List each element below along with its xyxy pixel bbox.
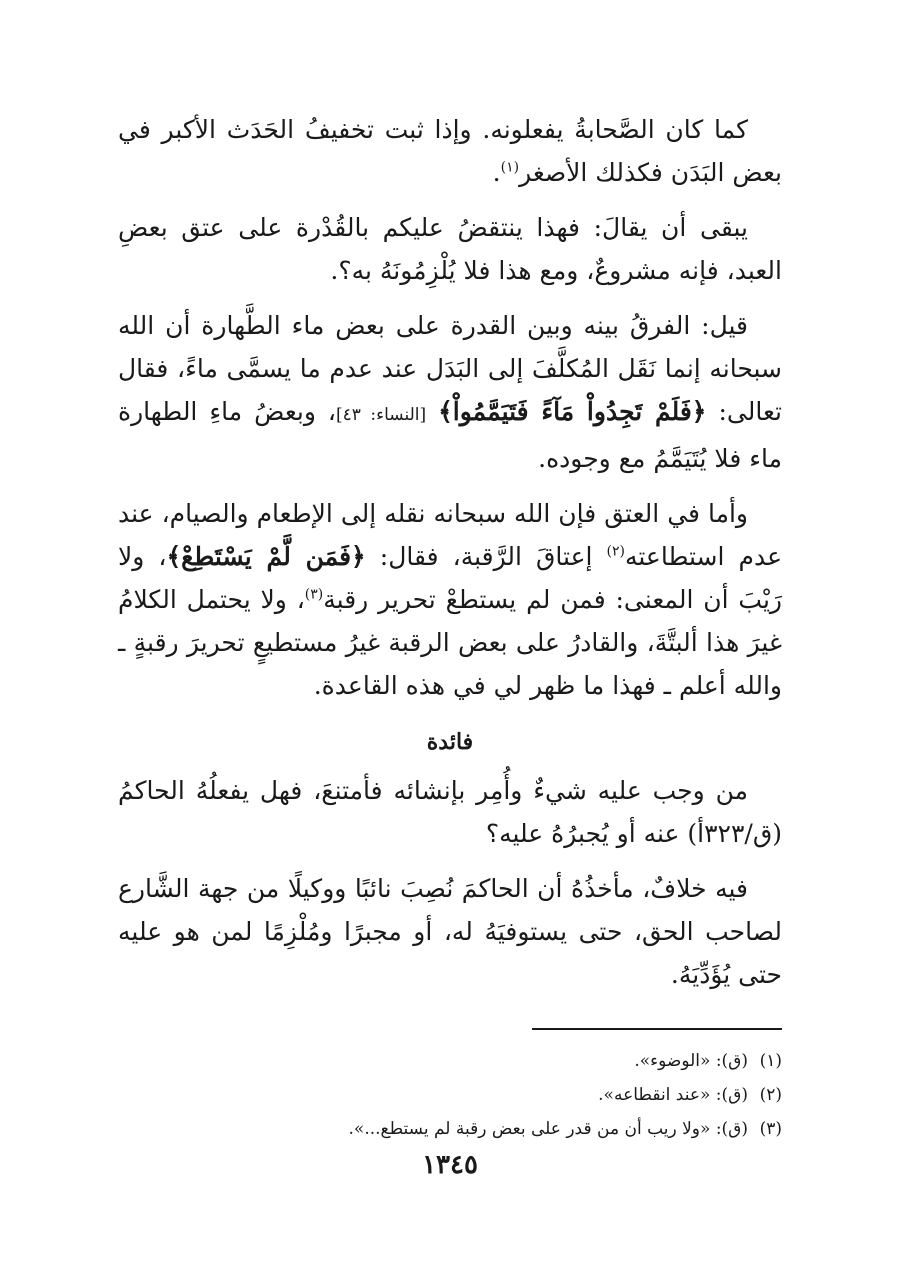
text-run: فيه خلافٌ، مأخذُهُ أن الحاكمَ نُصِبَ نائبًا ووكيلًا من جهة الشَّارع لصاحب الحق، حتى يستوفيَهُ له، أو مجبرًا ومُلْزِمًا لمن هو عليه حتى يُؤَدِّيَهُ.: [118, 874, 782, 989]
text-run: ، ولا رَيْبَ أن المعنى: فمن لم يستطعْ تحرير رقبة: [118, 542, 783, 614]
paragraph: [118, 769, 782, 855]
footnote-text: (ق): «ولا ريب أن من قدر على بعض رقبة لم يستطع...».: [348, 1119, 748, 1139]
footnotes: [118, 1044, 782, 1146]
footnote: [118, 1112, 782, 1146]
text-run: من وجب عليه شيءٌ وأُمِر بإنشائه فأمتنعَ، فهل يفعلُهُ الحاكمُ (ق/٣٢٣أ) عنه أو يُجبرُهُ عليه؟: [118, 776, 782, 848]
body-text: [118, 108, 782, 707]
footnote-marker: (١): [500, 159, 520, 176]
paragraph: [118, 206, 782, 292]
text-run: [426, 397, 438, 426]
body-text-2: [118, 769, 782, 996]
text-run: وأما في العتق فإن الله سبحانه نقله إلى الإطعام والصيام، عند عدم استطاعته: [118, 499, 782, 571]
footnote-separator: [532, 1028, 782, 1030]
page-number: ١٣٤٥: [422, 1150, 478, 1180]
paragraph: [118, 108, 782, 194]
footnote-number: (٣): [759, 1119, 782, 1139]
text-run: كما كان الصَّحابةُ يفعلونه. وإذا ثبت تخفيفُ الحَدَث الأكبر في بعض البَدَن فكذلك الأصغر: [118, 115, 782, 187]
text-run: ، وبعضُ ماءِ الطهارة ماء فلا يُتَيَمَّمُ مع وجوده.: [118, 397, 782, 473]
quran-quote: ﴿فَمَن لَّمْ يَسْتَطِعْ﴾: [166, 542, 366, 571]
quran-quote: ﴿فَلَمْ تَجِدُواْ مَآءً فَتَيَمَّمُواْ﴾: [438, 397, 707, 426]
section-heading: فائدة: [426, 729, 474, 755]
quran-citation: [النساء: ٤٣]: [336, 405, 427, 425]
footnote: [118, 1078, 782, 1112]
footnote-marker: (٢): [606, 543, 625, 560]
text-run: إعتاقَ الرَّقبة، فقال:: [365, 542, 607, 571]
paragraph: [118, 304, 782, 480]
paragraph: [118, 492, 782, 707]
footnote-number: (١): [759, 1051, 782, 1071]
paragraph: [118, 867, 782, 996]
book-page: [118, 108, 782, 1208]
text-run: .: [492, 158, 501, 187]
text-run: ، ولا يحتمل الكلامُ غيرَ هذا ألبتَّةَ، والقادرُ على بعض الرقبة غيرُ مستطيعٍ تحريرَ رقبةٍ ـ والله أعلم ـ فهذا ما ظهر لي في هذه القاعدة.: [118, 585, 782, 700]
footnote-text: (ق): «الوضوء».: [634, 1051, 748, 1071]
footnote-marker: (٣): [304, 586, 324, 603]
footnote-text: (ق): «عند انقطاعه».: [598, 1085, 748, 1105]
footnote: [118, 1044, 782, 1078]
text-run: يبقى أن يقالَ: فهذا ينتقضُ عليكم بالقُدْرة على عتق بعضِ العبد، فإنه مشروعٌ، ومع هذا فلا يُلْزِمُونَهُ به؟.: [118, 213, 782, 285]
footnote-number: (٢): [759, 1085, 782, 1105]
text-run: قيل: الفرقُ بينه وبين القدرة على بعض ماء الطَّهارة أن الله سبحانه إنما نَقَل المُكلَّفَ إلى البَدَل عند عدم ما يسمَّى ماءً، فقال تعالى:: [118, 311, 783, 426]
